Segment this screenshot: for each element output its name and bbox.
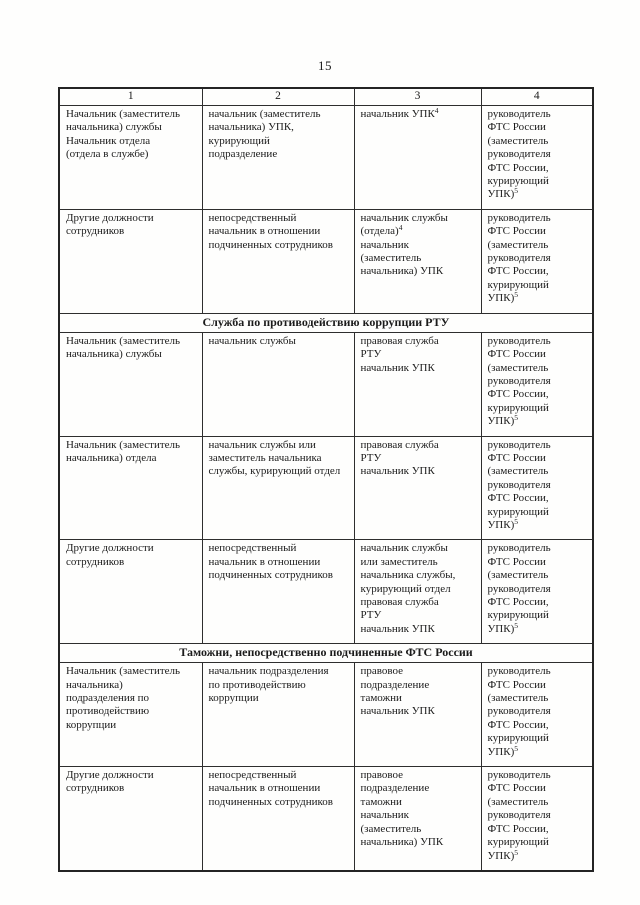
table-cell xyxy=(59,663,202,767)
column-header-2: 2 xyxy=(202,88,354,106)
cell-line: непосредственный xyxy=(208,542,297,555)
footnote-marker: 5 xyxy=(514,847,518,857)
cell-line: курирующий xyxy=(487,401,549,414)
table-row xyxy=(59,332,593,436)
cell-line: непосредственный xyxy=(208,769,297,782)
table-cell xyxy=(354,436,481,540)
cell-line: руководитель xyxy=(487,108,551,120)
cell-line: противодействию xyxy=(66,705,150,718)
cell-line: (заместитель xyxy=(487,134,549,147)
cell-line: начальник службы xyxy=(208,334,296,347)
footnote-marker: 5 xyxy=(514,743,518,753)
cell-line: курирующий xyxy=(487,732,549,745)
cell-line: ФТС России, xyxy=(487,492,549,505)
cell-line: таможни xyxy=(360,692,402,705)
cell-line: начальника) отдела xyxy=(66,451,157,464)
table-body xyxy=(59,106,593,871)
table-cell xyxy=(481,106,593,210)
cell-line: курирующий xyxy=(487,505,549,518)
cell-line: начальник xyxy=(360,809,409,822)
cell-line: курирующий xyxy=(487,278,549,291)
cell-line: ФТС России, xyxy=(487,161,549,174)
cell-line: РТУ xyxy=(360,348,382,361)
cell-line: (заместитель xyxy=(360,252,422,265)
cell-line: руководителя xyxy=(487,809,551,822)
table-cell xyxy=(481,436,593,540)
section-row xyxy=(59,644,593,663)
cell-line: начальника) УПК, xyxy=(208,121,294,134)
cell-line: или заместитель xyxy=(360,555,438,568)
cell-line: УПК)$^5$ xyxy=(487,847,518,862)
table-cell xyxy=(481,540,593,644)
cell-line: начальник УПК xyxy=(360,705,435,718)
cell-line: (отдела)$^4$ xyxy=(360,223,403,238)
cell-line: руководитель xyxy=(487,211,551,224)
cell-line: начальник службы xyxy=(360,542,448,555)
table-cell xyxy=(354,540,481,644)
cell-line: руководителя xyxy=(487,252,551,265)
cell-line: подразделение xyxy=(208,148,278,161)
cell-line: начальник службы или xyxy=(208,438,316,451)
table-row xyxy=(59,209,593,313)
footnote-marker: 5 xyxy=(514,186,518,196)
column-header-1: 1 xyxy=(59,88,202,106)
table-row xyxy=(59,436,593,540)
cell-line: начальник (заместитель xyxy=(208,108,321,120)
cell-line: правовая служба xyxy=(360,596,439,608)
cell-line: ФТС России, xyxy=(487,822,549,835)
table-cell xyxy=(481,332,593,436)
cell-line: ФТС России xyxy=(487,348,546,361)
cell-line: РТУ xyxy=(360,451,382,464)
cell-line: УПК)$^5$ xyxy=(487,743,518,758)
cell-line: начальника) УПК xyxy=(360,836,444,849)
footnote-marker: 4 xyxy=(398,223,403,233)
cell-line: ФТС России xyxy=(487,678,546,691)
cell-line: начальника) службы xyxy=(66,121,162,134)
cell-line: подчиненных сотрудников xyxy=(208,795,333,808)
footnote-marker: 5 xyxy=(514,516,518,526)
cell-line: Начальник (заместитель xyxy=(66,665,181,678)
cell-line: начальника) xyxy=(66,678,123,691)
cell-line: (заместитель xyxy=(487,692,549,705)
cell-line: начальник в отношении xyxy=(208,782,321,795)
section-row xyxy=(59,313,593,332)
cell-line: (заместитель xyxy=(487,465,549,478)
table-cell xyxy=(481,663,593,767)
table-cell xyxy=(202,332,354,436)
table-cell xyxy=(481,209,593,313)
cell-line: начальник службы xyxy=(360,211,448,224)
cell-line: службы, курирующий отдел xyxy=(208,465,341,478)
table-cell xyxy=(202,767,354,871)
cell-line: (заместитель xyxy=(360,822,422,835)
section-header: Служба по противодействию коррупции РТУ xyxy=(59,313,593,332)
table-cell xyxy=(202,106,354,210)
cell-line: начальник подразделения xyxy=(208,665,329,678)
cell-line: руководитель xyxy=(487,665,551,678)
cell-line: ФТС России xyxy=(487,121,546,134)
cell-line: начальник в отношении xyxy=(208,225,321,238)
cell-line: сотрудников xyxy=(66,782,125,795)
cell-line: начальник УПК xyxy=(360,465,435,478)
cell-line: правовая служба xyxy=(360,438,439,451)
footnote-marker: 4 xyxy=(434,106,439,115)
page-number: 15 xyxy=(318,58,332,73)
cell-line: коррупции xyxy=(66,718,117,731)
table-row xyxy=(59,540,593,644)
cell-line: подразделение xyxy=(360,782,430,795)
column-header-3: 3 xyxy=(354,88,481,106)
cell-line: УПК)$^5$ xyxy=(487,413,518,428)
table-cell xyxy=(354,106,481,210)
cell-line: (заместитель xyxy=(487,361,549,374)
cell-line: подчиненных сотрудников xyxy=(208,238,333,251)
cell-line: подчиненных сотрудников xyxy=(208,569,333,582)
cell-line: ФТС России, xyxy=(487,265,549,278)
table-cell xyxy=(354,332,481,436)
table-cell xyxy=(202,436,354,540)
cell-line: курирующий xyxy=(487,609,549,622)
cell-line: начальника) УПК xyxy=(360,265,444,278)
cell-line: по противодействию xyxy=(208,678,306,691)
cell-line: РТУ xyxy=(360,609,382,622)
cell-line: ФТС России, xyxy=(487,388,549,401)
table-cell xyxy=(59,767,202,871)
cell-line: начальник в отношении xyxy=(208,555,321,568)
cell-line: подразделение xyxy=(360,678,430,691)
cell-line: Начальник отдела xyxy=(66,134,151,147)
cell-line: Начальник (заместитель xyxy=(66,108,181,120)
cell-line: (заместитель xyxy=(487,238,549,251)
cell-line: начальника) службы xyxy=(66,348,162,361)
table-row xyxy=(59,663,593,767)
table-header-row xyxy=(59,88,593,106)
footnote-marker: 5 xyxy=(514,413,518,423)
cell-line: руководитель xyxy=(487,769,551,782)
table-cell xyxy=(481,767,593,871)
cell-line: Начальник (заместитель xyxy=(66,334,181,347)
cell-line: руководителя xyxy=(487,374,551,387)
section-header: Таможни, непосредственно подчиненные ФТС России xyxy=(59,644,593,663)
cell-line: руководителя xyxy=(487,705,551,718)
cell-line: руководителя xyxy=(487,478,551,491)
supervisors-table xyxy=(58,87,594,872)
cell-line: ФТС России xyxy=(487,782,546,795)
cell-line: руководитель xyxy=(487,334,551,347)
cell-line: непосредственный xyxy=(208,211,297,224)
cell-line: ФТС России xyxy=(487,225,546,238)
column-header-4: 4 xyxy=(481,88,593,106)
cell-line: ФТС России, xyxy=(487,718,549,731)
table-cell xyxy=(59,540,202,644)
table-cell xyxy=(202,540,354,644)
cell-line: курирующий xyxy=(487,836,549,849)
cell-line: руководителя xyxy=(487,148,551,161)
table-cell xyxy=(59,436,202,540)
table-cell xyxy=(354,663,481,767)
cell-line: Другие должности xyxy=(66,542,154,555)
table-cell xyxy=(354,767,481,871)
table-cell xyxy=(59,106,202,210)
cell-line: начальник xyxy=(360,238,409,251)
cell-line: руководителя xyxy=(487,582,551,595)
cell-line: подразделения по xyxy=(66,692,150,705)
cell-line: (заместитель xyxy=(487,795,549,808)
cell-line: руководитель xyxy=(487,542,551,555)
cell-line: сотрудников xyxy=(66,225,125,238)
cell-line: курирующий xyxy=(487,175,549,188)
cell-line: заместитель начальника xyxy=(208,451,322,464)
cell-line: УПК)$^5$ xyxy=(487,186,518,201)
cell-line: таможни xyxy=(360,795,402,808)
cell-line: начальника службы, xyxy=(360,569,456,582)
cell-line: УПК)$^5$ xyxy=(487,290,518,305)
cell-line: курирующий xyxy=(208,134,270,147)
table-cell xyxy=(59,209,202,313)
cell-line: коррупции xyxy=(208,692,259,705)
cell-line: сотрудников xyxy=(66,555,125,568)
cell-line: УПК)$^5$ xyxy=(487,516,518,531)
cell-line: (отдела в службе) xyxy=(66,148,149,161)
table-cell xyxy=(59,332,202,436)
cell-line: начальник УПК xyxy=(360,622,435,635)
cell-line: ФТС России, xyxy=(487,596,549,608)
footnote-marker: 5 xyxy=(514,290,518,300)
cell-line: УПК)$^5$ xyxy=(487,620,518,635)
table-cell xyxy=(354,209,481,313)
cell-line: Другие должности xyxy=(66,769,154,782)
cell-line: правовое xyxy=(360,665,404,678)
cell-line: курирующий отдел xyxy=(360,582,451,595)
cell-line: ФТС России xyxy=(487,451,546,464)
table-cell xyxy=(202,209,354,313)
cell-line: Начальник (заместитель xyxy=(66,438,181,451)
table-row xyxy=(59,767,593,871)
cell-line: правовая служба xyxy=(360,334,439,347)
cell-line: начальник УПК$^4$ xyxy=(360,106,439,120)
cell-line: ФТС России xyxy=(487,555,546,568)
cell-line: правовое xyxy=(360,769,404,782)
cell-line: Другие должности xyxy=(66,211,154,224)
cell-line: (заместитель xyxy=(487,569,549,582)
cell-line: руководитель xyxy=(487,438,551,451)
footnote-marker: 5 xyxy=(514,620,518,630)
cell-line: начальник УПК xyxy=(360,361,435,374)
table-row xyxy=(59,106,593,210)
table-cell xyxy=(202,663,354,767)
